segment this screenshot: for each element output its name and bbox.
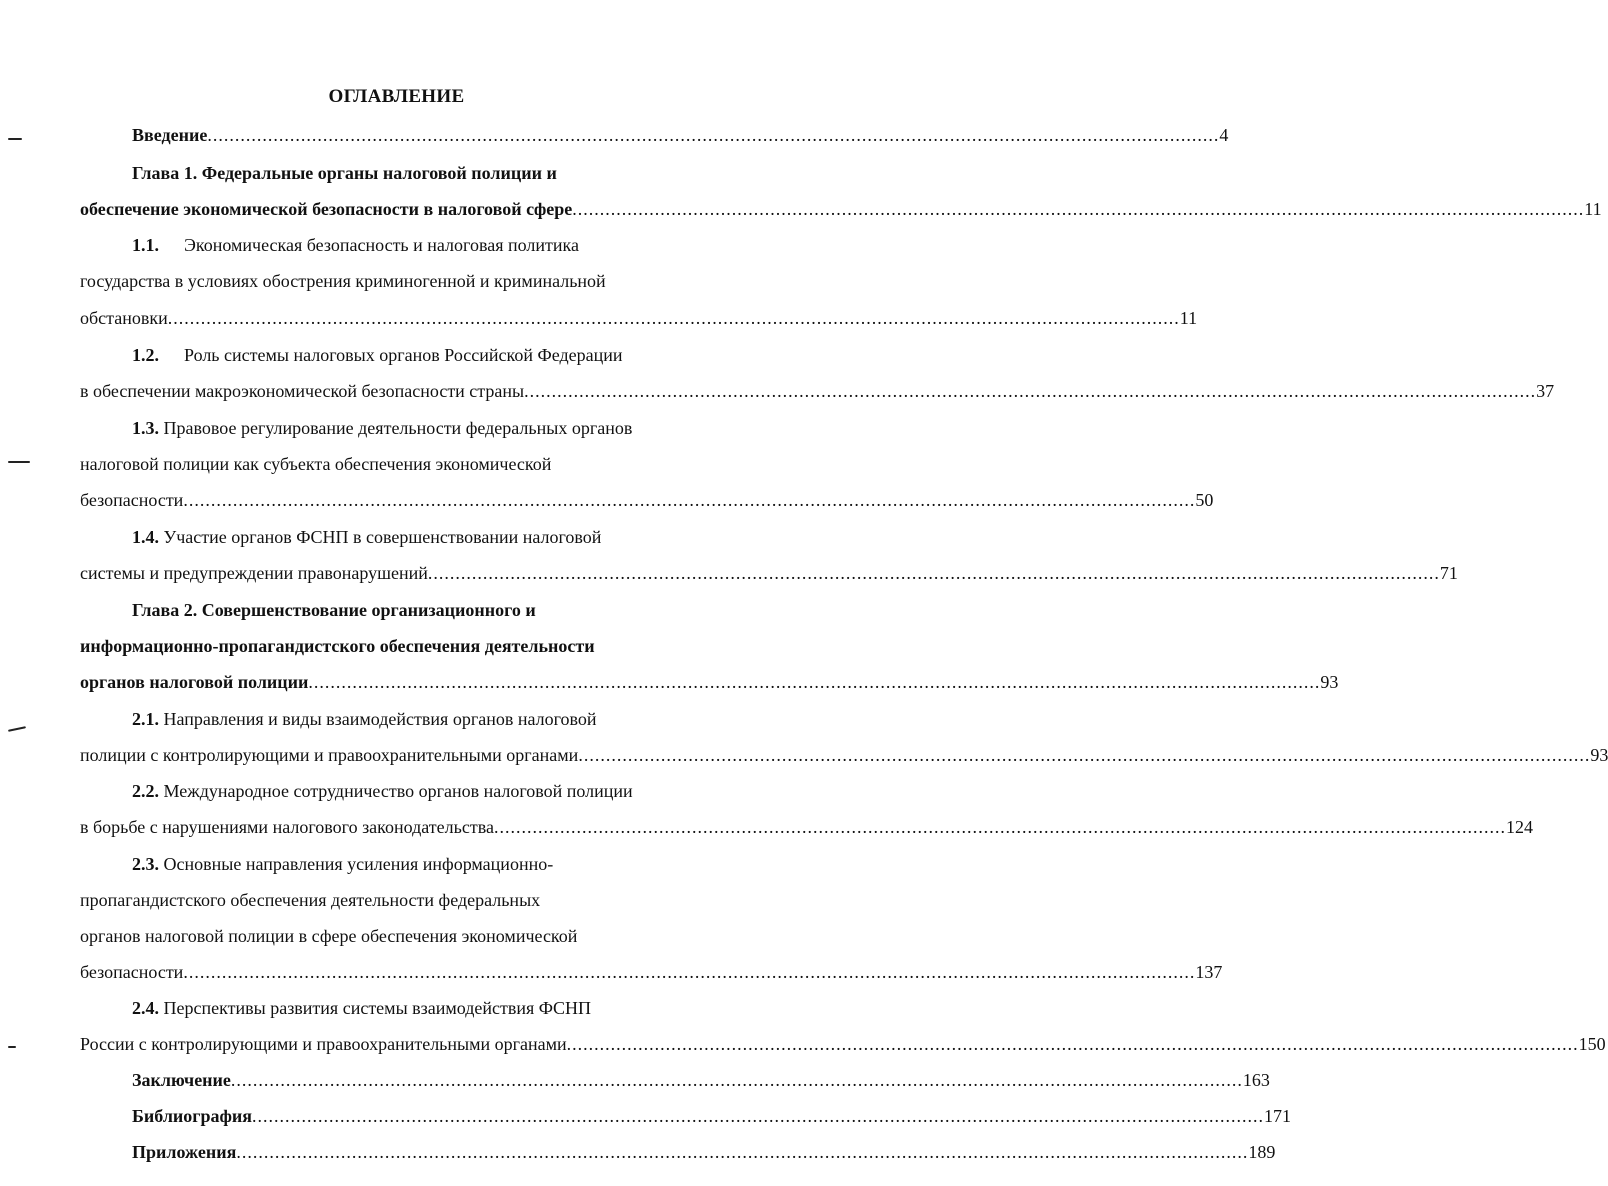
section-number: 2.1. [132, 709, 159, 729]
section-1-1-line2: государства в условиях обострения криминогенной и криминальной [80, 271, 606, 291]
dot-leader: ........................................................................................................................................................................................ [308, 672, 1321, 692]
chapter1-line2: обеспечение экономической безопасности в налоговой сфере [80, 199, 573, 219]
section-2-3-line1 [132, 852, 553, 876]
dot-leader: ........................................................................................................................................................................................ [427, 563, 1440, 583]
section-number: 1.1. [132, 235, 159, 255]
scan-mark [8, 726, 26, 732]
section-number: 2.4. [132, 998, 159, 1018]
section-2-3-text: Основные направления усиления информационно- [163, 854, 554, 874]
section-1-4-page: 71 [1439, 563, 1458, 583]
section-1-1-line3: обстановки [80, 308, 168, 328]
dot-leader: ........................................................................................................................................................................................ [252, 1106, 1265, 1126]
section-2-2-line2: в борьбе с нарушениями налогового законодательства [80, 817, 494, 837]
section-number: 2.3. [132, 854, 159, 874]
conclusion-page: 163 [1242, 1070, 1270, 1090]
toc-entry-section-1-4 [80, 561, 1458, 585]
toc-title: ОГЛАВЛЕНИЕ [328, 86, 465, 107]
section-number: 1.2. [132, 345, 159, 365]
dot-leader: ........................................................................................................................................................................................ [578, 745, 1591, 765]
section-2-3-line2: пропагандистского обеспечения деятельности федеральных [80, 890, 541, 910]
section-2-2-text: Международное сотрудничество органов налоговой полиции [163, 781, 633, 801]
chapter2-line1: Глава 2. Совершенствование организационного и [132, 600, 536, 620]
toc-entry-section-1-2 [80, 379, 1555, 403]
scan-mark [8, 1046, 16, 1048]
section-2-2-line1 [132, 779, 633, 803]
section-1-3-text: Правовое регулирование деятельности федеральных органов [163, 418, 633, 438]
section-2-1-text: Направления и виды взаимодействия органов налоговой [163, 709, 597, 729]
section-1-4-line2: системы и предупреждении правонарушений [80, 563, 428, 583]
dot-leader: ........................................................................................................................................................................................ [566, 1034, 1579, 1054]
section-2-3-page: 137 [1195, 962, 1223, 982]
section-1-1-page: 11 [1179, 308, 1198, 328]
intro-label: Введение [132, 125, 208, 145]
chapter2-line2: информационно-пропагандистского обеспечения деятельности [80, 636, 595, 656]
dot-leader: ........................................................................................................................................................................................ [524, 381, 1537, 401]
toc-entry-appendices [132, 1140, 1276, 1164]
section-1-1-line1 [132, 233, 579, 257]
section-1-2-text: Роль системы налоговых органов Российской Федерации [184, 345, 623, 365]
bibliography-page: 171 [1264, 1106, 1292, 1126]
dot-leader: ........................................................................................................................................................................................ [167, 308, 1180, 328]
toc-entry-section-2-3 [80, 960, 1223, 984]
dot-leader: ........................................................................................................................................................................................ [236, 1142, 1249, 1162]
chapter2-page: 93 [1320, 672, 1339, 692]
toc-entry-chapter1 [80, 197, 1602, 221]
appendices-page: 189 [1248, 1142, 1276, 1162]
section-2-3-line3: органов налоговой полиции в сфере обеспечения экономической [80, 926, 578, 946]
appendices-label: Приложения [132, 1142, 237, 1162]
section-number: 2.2. [132, 781, 159, 801]
toc-entry-conclusion [132, 1068, 1270, 1092]
toc-entry-bibliography [132, 1104, 1292, 1128]
section-2-4-line1 [132, 996, 591, 1020]
toc-entry-section-2-4 [80, 1032, 1606, 1056]
section-1-3-line2: налоговой полиции как субъекта обеспечения экономической [80, 454, 552, 474]
toc-entry-section-2-1 [80, 743, 1608, 767]
section-1-4-line1 [132, 525, 601, 549]
dot-leader: ........................................................................................................................................................................................ [230, 1070, 1243, 1090]
section-2-1-line2: полиции с контролирующими и правоохранительными органами [80, 745, 579, 765]
toc-entry-intro [132, 123, 1229, 147]
conclusion-label: Заключение [132, 1070, 231, 1090]
dot-leader: ........................................................................................................................................................................................ [493, 817, 1506, 837]
section-2-4-page: 150 [1578, 1034, 1606, 1054]
dot-leader: ........................................................................................................................................................................................ [207, 125, 1220, 145]
dot-leader: ........................................................................................................................................................................................ [183, 962, 1196, 982]
chapter1-page: 11 [1584, 199, 1602, 219]
chapter1-line1: Глава 1. Федеральные органы налоговой полиции и [132, 163, 557, 183]
scan-mark [8, 461, 30, 463]
toc-entry-section-1-1 [80, 306, 1198, 330]
section-2-4-line2: России с контролирующими и правоохранительными органами [80, 1034, 567, 1054]
chapter2-line3: органов налоговой полиции [80, 672, 309, 692]
bibliography-label: Библиография [132, 1106, 253, 1126]
section-2-2-page: 124 [1505, 817, 1533, 837]
dot-leader: ........................................................................................................................................................................................ [572, 199, 1585, 219]
section-1-1-text: Экономическая безопасность и налоговая политика [184, 235, 579, 255]
section-2-3-line4: безопасности [80, 962, 184, 982]
toc-entry-section-2-2 [80, 815, 1533, 839]
section-1-4-text: Участие органов ФСНП в совершенствовании налоговой [163, 527, 602, 547]
scan-mark [8, 138, 22, 140]
section-2-1-page: 93 [1590, 745, 1608, 765]
intro-page: 4 [1219, 125, 1229, 145]
toc-entry-chapter2 [80, 670, 1339, 694]
section-number: 1.3. [132, 418, 159, 438]
section-1-2-line2: в обеспечении макроэкономической безопасности страны [80, 381, 525, 401]
section-1-3-line3: безопасности [80, 490, 184, 510]
section-number: 1.4. [132, 527, 159, 547]
section-1-3-line1 [132, 416, 632, 440]
section-2-1-line1 [132, 707, 597, 731]
section-1-2-page: 37 [1536, 381, 1555, 401]
section-1-3-page: 50 [1195, 490, 1214, 510]
section-1-2-line1 [132, 343, 622, 367]
dot-leader: ........................................................................................................................................................................................ [183, 490, 1196, 510]
section-2-4-text: Перспективы развития системы взаимодействия ФСНП [163, 998, 592, 1018]
toc-entry-section-1-3 [80, 488, 1214, 512]
